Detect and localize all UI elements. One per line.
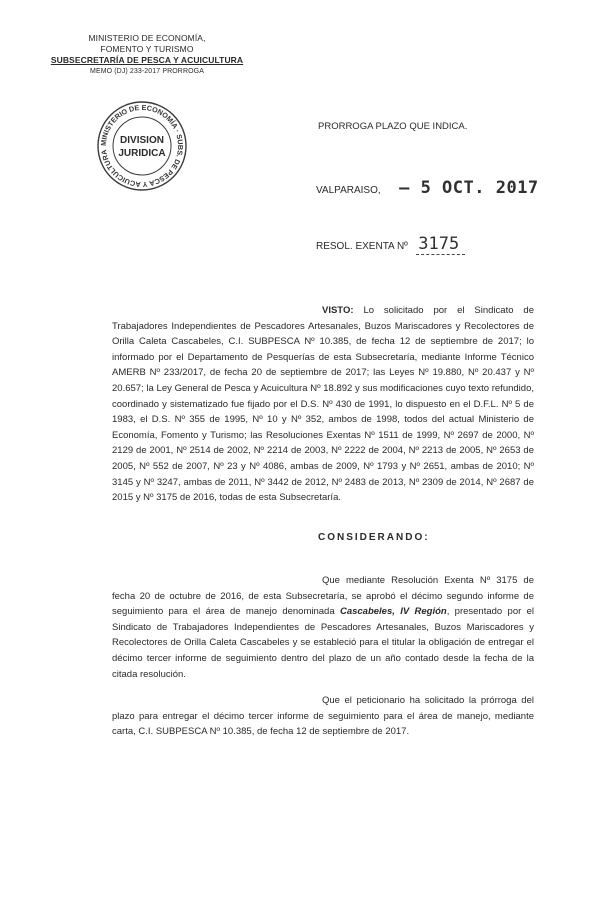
city-label: VALPARAISO, (316, 185, 381, 196)
subsecretaria-name: SUBSECRETARÍA DE PESCA Y ACUICULTURA (50, 55, 244, 65)
area-name: Cascabeles, IV Región (339, 606, 447, 618)
paragraph-1-after: , presentado por el Sindicato de Trabajadores Independientes de Pescadores Artesanales, Buzos Mariscadores y Recolectores de Orilla Caleta Cascabeles y se estableció para el titular la obligación de entregar el décimo tercer informe de seguimiento dentro del plazo de un año contado desde la fecha de la citada resolución. (112, 606, 534, 680)
visto-heading: VISTO: (322, 305, 354, 316)
considerando-heading: CONSIDERANDO: (318, 532, 430, 543)
stamp-seal (96, 100, 188, 192)
memo-reference: MEMO (DJ) 233-2017 PRORROGA (90, 68, 204, 75)
paragraph-2-text: Que el peticionario ha solicitado la prórroga del plazo para entregar el décimo tercer informe de seguimiento para el área de manejo, mediante carta, C.I. SUBPESCA Nº 10.385, de fecha 12 de septiembre de 2017. (112, 695, 534, 738)
resolution-number: 3175 (416, 234, 465, 255)
visto-text: Lo solicitado por el Sindicato de Trabajadores Independientes de Pescadores Artesanales, Buzos Mariscadores y Recolectores de Orilla Caleta Cascabeles, C.I. SUBPESCA Nº 10.385, de fecha 12 de septiembre de 2017; lo informado por el Departamento de Pesquerías de esta Subsecretaría, mediante Informe Técnico AMERB Nº 233/2017, de fecha 20 de septiembre de 2017; las Leyes Nº 19.880, Nº 20.437 y Nº 20.657; la Ley General de Pesca y Acuicultura Nº 18.892 y sus modificaciones cuyo texto refundido, coordinado y sistematizado fue fijado por el D.S. Nº 430 de 1991, lo dispuesto en el D.F.L. Nº 5 de 1983, el D.S. Nº 355 de 1995, Nº 10 y Nº 352, ambos de 1998, todos del actual Ministerio de Economía, Fomento y Turismo; las Resoluciones Exentas Nº 1511 de 1999, Nº 2697 de 2000, Nº 2129 de 2001, Nº 2514 de 2002, Nº 2214 de 2003, Nº 2222 de 2004, Nº 2213 de 2005, Nº 2653 de 2005, Nº 552 de 2007, Nº 23 y Nº 4086, ambas de 2009, Nº 1793 y Nº 2651, ambas de 2010; Nº 3145 y Nº 3247, ambas de 2011, Nº 3442 de 2012, Nº 2483 de 2013, Nº 2309 de 2014, Nº 2687 de 2015 y Nº 3175 de 2016, todas de esta Subsecretaría. (112, 305, 534, 504)
resolution-label: RESOL. EXENTA Nº (316, 241, 408, 252)
paragraph-1-before: Que mediante Resolución Exenta Nº 3175 de fecha 20 de octubre de 2016, de esta Subsecretaría, se aprobó el décimo segundo informe de seguimiento para el área de manejo denominada (112, 575, 534, 618)
subject-line: PRORROGA PLAZO QUE INDICA. (318, 121, 468, 132)
visto-section (112, 303, 534, 506)
stamp-ring-text: MINISTERIO DE ECONOMÍA · SUBS. DE PESCA Y ACUICULTURA (98, 102, 186, 190)
stamp-line-1: DIVISION (120, 135, 164, 146)
date-line (316, 178, 539, 198)
resolution-line (316, 234, 465, 254)
division-juridica-stamp (96, 100, 188, 192)
letterhead (47, 33, 247, 77)
date-stamp: – 5 OCT. 2017 (399, 178, 539, 198)
stamp-line-2: JURIDICA (118, 148, 166, 159)
considerando-paragraph-1 (112, 573, 534, 682)
ministry-name: MINISTERIO DE ECONOMÍA, (88, 33, 206, 43)
svg-text:MINISTERIO DE ECONOMÍA · SUBS. (99, 103, 185, 189)
ministry-subtitle: FOMENTO Y TURISMO (100, 44, 194, 54)
considerando-paragraph-2 (112, 693, 534, 740)
